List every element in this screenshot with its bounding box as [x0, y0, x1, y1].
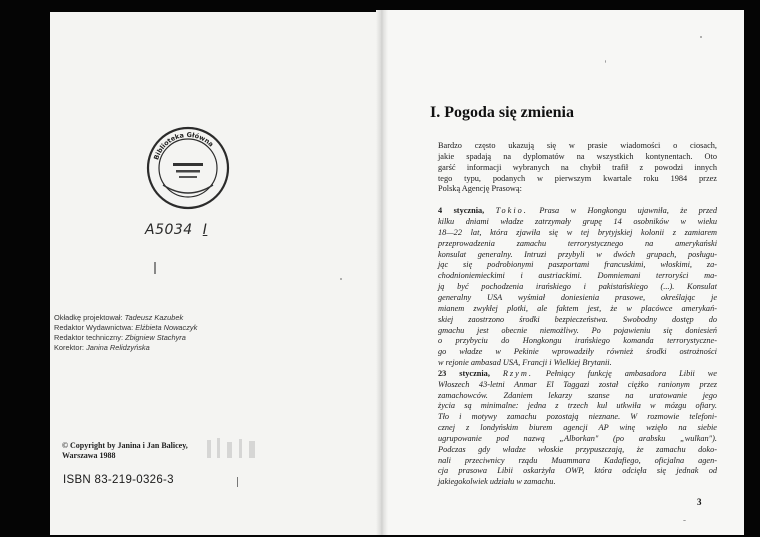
- credit-name: Zbigniew Stachyra: [125, 333, 186, 342]
- scan-speck: [605, 60, 606, 63]
- pencil-mark: [154, 262, 156, 274]
- scan-speck: [340, 278, 342, 280]
- text-line: przeprowadzenia zamachu terrorystycznego na amerykański: [438, 238, 717, 248]
- stamp-text: Biblioteka Główna: [152, 130, 216, 161]
- chapter-body: [427, 141, 717, 488]
- book-gutter: [376, 10, 388, 535]
- text-line: jakiegokolwiek udziału w zamachu.: [438, 477, 556, 487]
- text-line: tego typu, podanych w pierwszym kwartale roku 1984 przez: [438, 173, 717, 183]
- text-line: jąc się podrobionymi paszportami francuskimi, włoskimi, za-: [438, 260, 717, 270]
- copyright-line: © Copyright by Janina i Jan Balicey,: [62, 441, 188, 450]
- text-line: nali przeciwnicy rządu Muammara Kadafiego, oficjalna agen-: [438, 455, 717, 465]
- pencil-tick: [232, 477, 238, 487]
- copyright-city-year: Warszawa 1988: [62, 451, 116, 460]
- entry-date: 23 stycznia,: [438, 368, 490, 378]
- text-line: ją być pochodzenia irańskiego i pakistańskiego (...). Konsulat: [438, 282, 717, 292]
- entry-place: Rzym.: [502, 368, 533, 378]
- copyright-block: [62, 441, 292, 461]
- credit-name: Janina Relidzyńska: [86, 343, 150, 352]
- credit-name: Tadeusz Kazubek: [124, 313, 184, 322]
- credit-row: [54, 323, 314, 333]
- scan-speck: [700, 36, 702, 38]
- entry-date: 4 stycznia,: [438, 206, 485, 216]
- credit-row: [54, 333, 314, 343]
- scan-speck: [683, 520, 686, 521]
- text-line: cja prasowa Libii oskarżyła OWP, która odcięła się jednak od: [438, 466, 717, 476]
- text-line: mianem zwykłej plotki, ale faktem jest, że w placówce amerykań-: [438, 303, 717, 313]
- chapter-title: I. Pogoda się zmienia: [430, 104, 574, 121]
- library-stamp-icon: [143, 123, 233, 213]
- text-line: Pełniący funkcję ambasadora Libii we: [545, 368, 717, 378]
- credit-role: Okładkę projektował:: [54, 313, 123, 322]
- inventory-number: [145, 222, 207, 238]
- isbn-number: ISBN 83-219-0326-3: [63, 474, 174, 486]
- text-line: garść informacji wybranych na chybił trafił z powodzi innych: [438, 162, 717, 172]
- text-line: cznej z londyńskim biurem agencji AP winę wzięło na siebie: [438, 423, 717, 433]
- inventory-number-value: A5034: [145, 222, 193, 238]
- intro-paragraph: [427, 141, 717, 195]
- credit-role: Korektor:: [54, 343, 84, 352]
- credit-role: Redaktor techniczny:: [54, 333, 124, 342]
- text-line: w rejonie ambasad USA, Francji i Wielkiej Brytanii.: [438, 358, 612, 368]
- entry-place: Tokio.: [495, 206, 528, 216]
- credit-role: Redaktor Wydawnictwa:: [54, 323, 134, 332]
- inventory-suffix: I: [202, 222, 208, 238]
- rome-paragraph: [427, 369, 717, 488]
- text-line: Tło i motywy zamachu pozostają nieznane. W rozmowie telefoni-: [438, 412, 717, 422]
- text-line: generalny USA wyśmiał doniesienia prasowe, określając je: [438, 292, 717, 302]
- text-line: 18—22 lat, która zjawiła się w tej brytyjskiej kolonii z zamiarem: [438, 227, 717, 237]
- text-line: chodnioniemieckimi i austriackimi. Domniemani terroryści ma-: [438, 271, 717, 281]
- tokyo-paragraph: [427, 206, 717, 369]
- text-line: skiej zaostrzono środki bezpieczeństwa. Swobodny dostęp do: [438, 314, 717, 324]
- text-line: ugrupowanie pod nazwą „Alborkan" (po arabsku „wulkan").: [438, 433, 717, 443]
- text-line: Prasa w Hongkongu ujawniła, że przed: [539, 206, 717, 216]
- credits-block: [54, 313, 314, 353]
- credit-name: Elżbieta Nowaczyk: [135, 323, 198, 332]
- page-number: 3: [697, 497, 702, 507]
- text-line: Włoszech 43-letni Anmar El Taggazi został ciężko ranionym przez: [438, 379, 717, 389]
- credit-row: [54, 313, 314, 323]
- text-line: Podczas gdy władze włoskie przypuszczają, że zamachu doko-: [438, 444, 717, 454]
- text-line: Polską Agencję Prasową:: [438, 184, 522, 194]
- text-line: go władze w Pekinie wprowadziły również środki ostrożności: [438, 347, 717, 357]
- text-line: Bardzo często ukazują się w prasie wiadomości o ciosach,: [438, 141, 717, 150]
- text-line: zamachowców. Zdaniem lekarzy szanse na uratowanie jego: [438, 390, 717, 400]
- text-line: o przybyciu do Hongkongu irańskiego komanda terrorystyczne-: [438, 336, 717, 346]
- text-line: gmachu jest obecnie niemożliwy. Po pojawieniu się doniesień: [438, 325, 717, 335]
- credit-row: [54, 343, 314, 353]
- text-line: jakie spadają na dyplomatów na wszystkich kontynentach. Oto: [438, 151, 717, 161]
- text-line: życia są minimalne: jedna z trzech kul utkwiła w mózgu ofiary.: [438, 401, 717, 411]
- text-line: kilku dniami władze zatrzymały grupę 14 osobników w wieku: [438, 217, 717, 227]
- text-line: konsulat generalny. Intruzi przybyli w dwóch grupach, posługu-: [438, 249, 717, 259]
